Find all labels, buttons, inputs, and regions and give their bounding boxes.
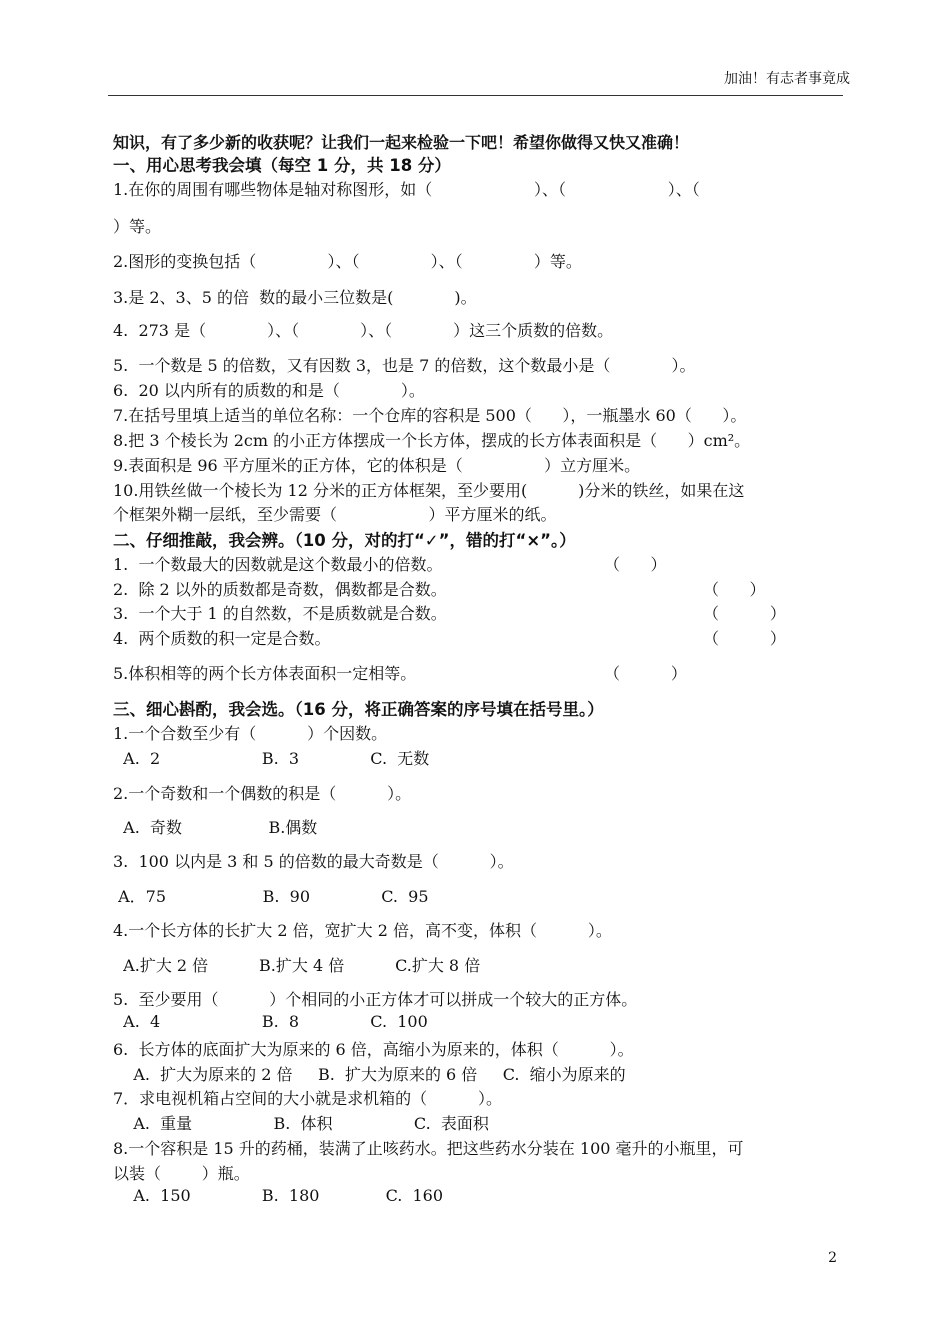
- s1-line: 9.表面积是 96 平方厘米的正方体，它的体积是（ ）立方厘米。: [113, 456, 641, 475]
- s1-line: 5. 一个数是 5 的倍数，又有因数 3，也是 7 的倍数，这个数最小是（ ）。: [113, 356, 696, 375]
- s3-question: 8.一个容积是 15 升的药桶，装满了止咳药水。把这些药水分装在 100 毫升的小瓶里，可: [113, 1139, 744, 1158]
- s2-item-text: 1. 一个数最大的因数就是这个数最小的倍数。: [113, 555, 443, 574]
- s3-options: A. 重量 B. 体积 C. 表面积: [113, 1114, 489, 1133]
- section1-title: 一、用心思考我会填（每空 1 分，共 18 分）: [113, 156, 451, 175]
- s3-options: A. 扩大为原来的 2 倍 B. 扩大为原来的 6 倍 C. 缩小为原来的: [113, 1065, 626, 1084]
- s3-question: 2.一个奇数和一个偶数的积是（ ）。: [113, 784, 412, 803]
- section3-title: 三、细心斟酌，我会选。（16 分，将正确答案的序号填在括号里。）: [113, 700, 604, 719]
- s3-options: A. 2 B. 3 C. 无数: [113, 749, 430, 768]
- s2-item-text: 2. 除 2 以外的质数都是奇数，偶数都是合数。: [113, 580, 447, 599]
- s3-options: A.扩大 2 倍 B.扩大 4 倍 C.扩大 8 倍: [113, 956, 481, 975]
- s3-options: A．75 B. 90 C. 95: [113, 887, 429, 906]
- s2-item-text: 3. 一个大于 1 的自然数，不是质数就是合数。: [113, 604, 447, 623]
- s3-question: 6. 长方体的底面扩大为原来的 6 倍，高缩小为原来的，体积（ ）。: [113, 1040, 634, 1059]
- s2-item-paren: （ ）: [604, 555, 667, 574]
- s2-item-paren: （ ）: [604, 664, 687, 683]
- s3-options: A. 150 B. 180 C. 160: [113, 1186, 444, 1205]
- s3-question: 以装（ ）瓶。: [113, 1164, 250, 1183]
- s1-line: 4. 273 是（ ）、（ ）、（ ）这三个质数的倍数。: [113, 321, 614, 340]
- intro-text: 知识，有了多少新的收获呢？让我们一起来检验一下吧！希望你做得又快又准确！: [113, 133, 690, 152]
- header-rule: [108, 95, 843, 96]
- header-motto: 加油！有志者事竟成: [724, 71, 850, 87]
- s1-line: 2.图形的变换包括（ ）、（ ）、（ ）等。: [113, 252, 582, 271]
- page-number: 2: [828, 1250, 837, 1266]
- s1-line: 3.是 2、3、5 的倍 数的最小三位数是( )。: [113, 288, 477, 307]
- s1-line: 8.把 3 个棱长为 2cm 的小正方体摆成一个长方体，摆成的长方体表面积是（ ）cm²。: [113, 431, 751, 450]
- s1-line: 1.在你的周围有哪些物体是轴对称图形，如（ ）、（ ）、（: [113, 180, 700, 199]
- s3-question: 1.一个合数至少有（ ）个因数。: [113, 724, 388, 743]
- s2-item-text: 5.体积相等的两个长方体表面积一定相等。: [113, 664, 417, 683]
- s3-question: 7．求电视机箱占空间的大小就是求机箱的（ ）。: [113, 1089, 503, 1108]
- s2-item-text: 4. 两个质数的积一定是合数。: [113, 629, 331, 648]
- s3-options: A. 4 B. 8 C. 100: [113, 1012, 428, 1031]
- section2-title: 二、仔细推敲，我会辨。（10 分，对的打“✓”，错的打“×”。）: [113, 531, 576, 550]
- s3-question: 4.一个长方体的长扩大 2 倍，宽扩大 2 倍，高不变，体积（ ）。: [113, 921, 612, 940]
- s3-options: A. 奇数 B.偶数: [113, 818, 318, 837]
- s1-line: 个框架外糊一层纸，至少需要（ ）平方厘米的纸。: [113, 505, 557, 524]
- s3-question: 3. 100 以内是 3 和 5 的倍数的最大奇数是（ ）。: [113, 852, 514, 871]
- s2-item-paren: （ ）: [703, 629, 786, 648]
- s2-item-paren: （ ）: [703, 604, 786, 623]
- s1-line: ）等。: [113, 217, 162, 236]
- s1-line: 6. 20 以内所有的质数的和是（ ）。: [113, 381, 425, 400]
- s3-question: 5. 至少要用（ ）个相同的小正方体才可以拼成一个较大的正方体。: [113, 990, 638, 1009]
- s1-line: 10.用铁丝做一个棱长为 12 分米的正方体框架，至少要用( )分米的铁丝，如果在这: [113, 481, 745, 500]
- s1-line: 7.在括号里填上适当的单位名称：一个仓库的容积是 500（ ），一瓶墨水 60（ ）。: [113, 406, 747, 425]
- s2-item-paren: （ ）: [703, 580, 766, 599]
